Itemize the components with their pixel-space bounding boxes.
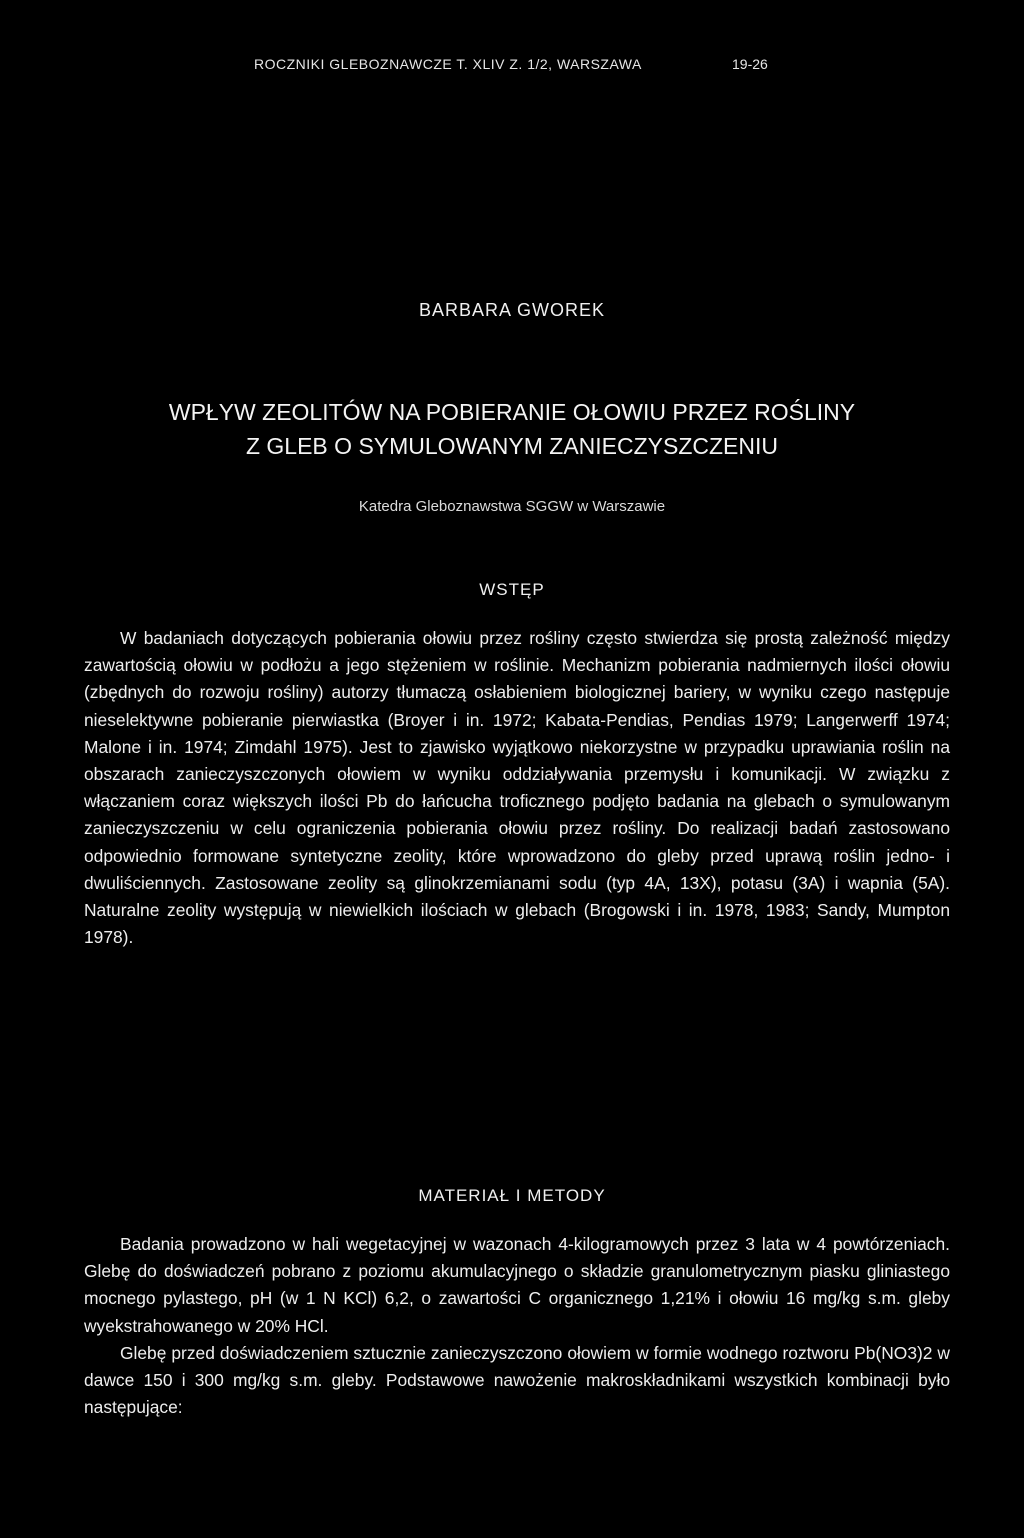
section-body-intro [84, 625, 950, 951]
article-title-line-2: Z GLEB O SYMULOWANYM ZANIECZYSZCZENIU [245, 433, 779, 459]
paragraph: Badania prowadzono w hali wegetacyjnej w wazonach 4-kilogramowych przez 3 lata w 4 powtórzeniach. Glebę do doświadczeń pobrano z poziomu akumulacyjnego o składzie granulometrycznym piasku gliniastego mocnego pylastego, pH (w 1 N KCl) 6,2, o zawartości C organicznego 1,21% i ołowiu 16 mg/kg s.m. gleby wyekstrahowanego w 20% HCl. [84, 1234, 950, 1336]
section-heading-intro: WSTĘP [479, 580, 545, 599]
running-header [0, 56, 1024, 80]
section-body-methods [84, 1231, 950, 1421]
journal-reference: ROCZNIKI GLEBOZNAWCZE T. XLIV Z. 1/2, WARSZAWA [254, 56, 642, 72]
article-title-line-1: WPŁYW ZEOLITÓW NA POBIERANIE OŁOWIU PRZEZ ROŚLINY [168, 399, 856, 425]
paragraph: W badaniach dotyczących pobierania ołowiu przez rośliny często stwierdza się prostą zależność między zawartością ołowiu w podłożu a jego stężeniem w roślinie. Mechanizm pobierania nadmiernych ilości ołowiu (zbędnych do rozwoju rośliny) autorzy tłumaczą osłabieniem biologicznej bariery, w wyniku czego następuje nieselektywne pobieranie pierwiastka (Broyer i in. 1972; Kabata-Pendias, Pendias 1979; Langerwerff 1974; Malone i in. 1974; Zimdahl 1975). Jest to zjawisko wyjątkowo niekorzystne w przypadku uprawiania roślin na obszarach zanieczyszczonych ołowiem w wyniku oddziaływania przemysłu i komunikacji. W związku z włączaniem coraz większych ilości Pb do łańcucha troficznego podjęto badania na glebach o symulowanym zanieczyszczeniu w celu ograniczenia pobierania ołowiu przez rośliny. Do realizacji badań zastosowano odpowiednio formowane syntetyczne zeolity, które wprowadzono do gleby przed uprawą roślin jedno- i dwuliściennych. Zastosowane zeolity są glinokrzemianami sodu (typ 4A, 13X), potasu (3A) i wapnia (5A). Naturalne zeolity występują w niewielkich ilościach w glebach (Brogowski i in. 1978, 1983; Sandy, Mumpton 1978). [84, 628, 950, 948]
section-heading-methods: MATERIAŁ I METODY [418, 1186, 606, 1205]
page-range: 19-26 [732, 56, 768, 72]
author-affiliation: Katedra Gleboznawstwa SGGW w Warszawie [358, 498, 666, 515]
article-title [0, 395, 1024, 463]
author-name: BARBARA GWOREK [418, 300, 606, 320]
paragraph: Glebę przed doświadczeniem sztucznie zanieczyszczono ołowiem w formie wodnego roztworu Pb(NO3)2 w dawce 150 i 300 mg/kg s.m. gleby. Podstawowe nawożenie makroskładnikami wszystkich kombinacji było następujące: [84, 1342, 950, 1418]
